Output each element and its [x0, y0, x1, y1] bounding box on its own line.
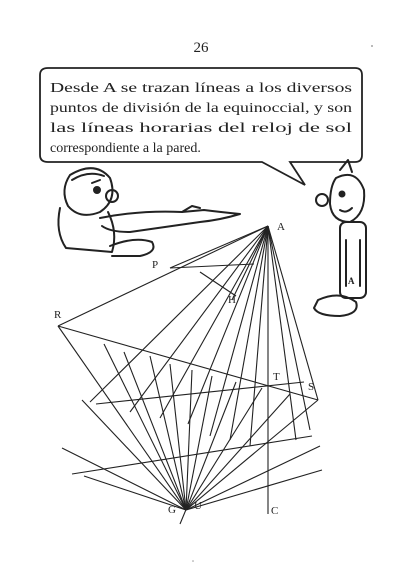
man-other-arm — [110, 240, 154, 256]
parallel-line-2 — [96, 382, 304, 404]
figure-mouth — [340, 208, 352, 212]
G-line-7 — [186, 370, 192, 510]
sundial-construction — [58, 226, 322, 524]
pointing-man-figure — [58, 168, 240, 256]
G-line-9 — [186, 382, 236, 510]
man-head — [64, 168, 112, 215]
hour-line-3 — [160, 226, 268, 418]
G-line-1 — [62, 448, 186, 510]
speech-line-4: correspondiente a la pared. — [50, 141, 201, 156]
figure-body — [340, 222, 366, 298]
label-A: A — [277, 221, 285, 233]
figure-head — [330, 175, 364, 222]
G-line-2 — [82, 400, 186, 510]
figure-eye — [340, 192, 345, 197]
label-U: U — [194, 500, 202, 512]
hour-line-8 — [268, 226, 296, 440]
line-R-S — [58, 326, 318, 400]
line-R-G — [58, 326, 186, 510]
standing-figure — [314, 160, 366, 316]
label-C: C — [271, 505, 279, 517]
hour-line-2 — [130, 226, 268, 412]
hour-line-9 — [268, 226, 310, 430]
line-A-R — [58, 226, 268, 326]
label-R: R — [54, 309, 62, 321]
paper-speck — [192, 560, 194, 562]
G-line-3 — [104, 344, 186, 510]
man-hair — [72, 174, 104, 180]
label-P: P — [152, 259, 159, 271]
figure-badge-letter: A — [348, 276, 355, 286]
figure-nose — [316, 194, 328, 206]
man-eyebrow — [92, 180, 100, 183]
speech-line-1: Desde A se trazan líneas a los diversos — [50, 81, 352, 96]
label-H: H — [228, 294, 236, 306]
parallel-line-1 — [72, 436, 312, 474]
G-line-13 — [186, 470, 322, 510]
man-eye — [94, 187, 100, 193]
paper-speck — [371, 45, 373, 47]
label-T: T — [273, 371, 280, 383]
G-line-11 — [186, 394, 290, 510]
figure-feet — [314, 295, 357, 316]
speech-line-3: las líneas horarias del reloj de sol — [50, 121, 353, 136]
man-pointing-arm — [100, 210, 240, 232]
speech-line-2: puntos de división de la equinoccial, y son — [50, 101, 352, 116]
label-G: G — [168, 504, 176, 516]
line-P-horizontal — [170, 264, 254, 268]
page-number: 26 — [193, 40, 209, 56]
label-S: S — [308, 381, 315, 393]
